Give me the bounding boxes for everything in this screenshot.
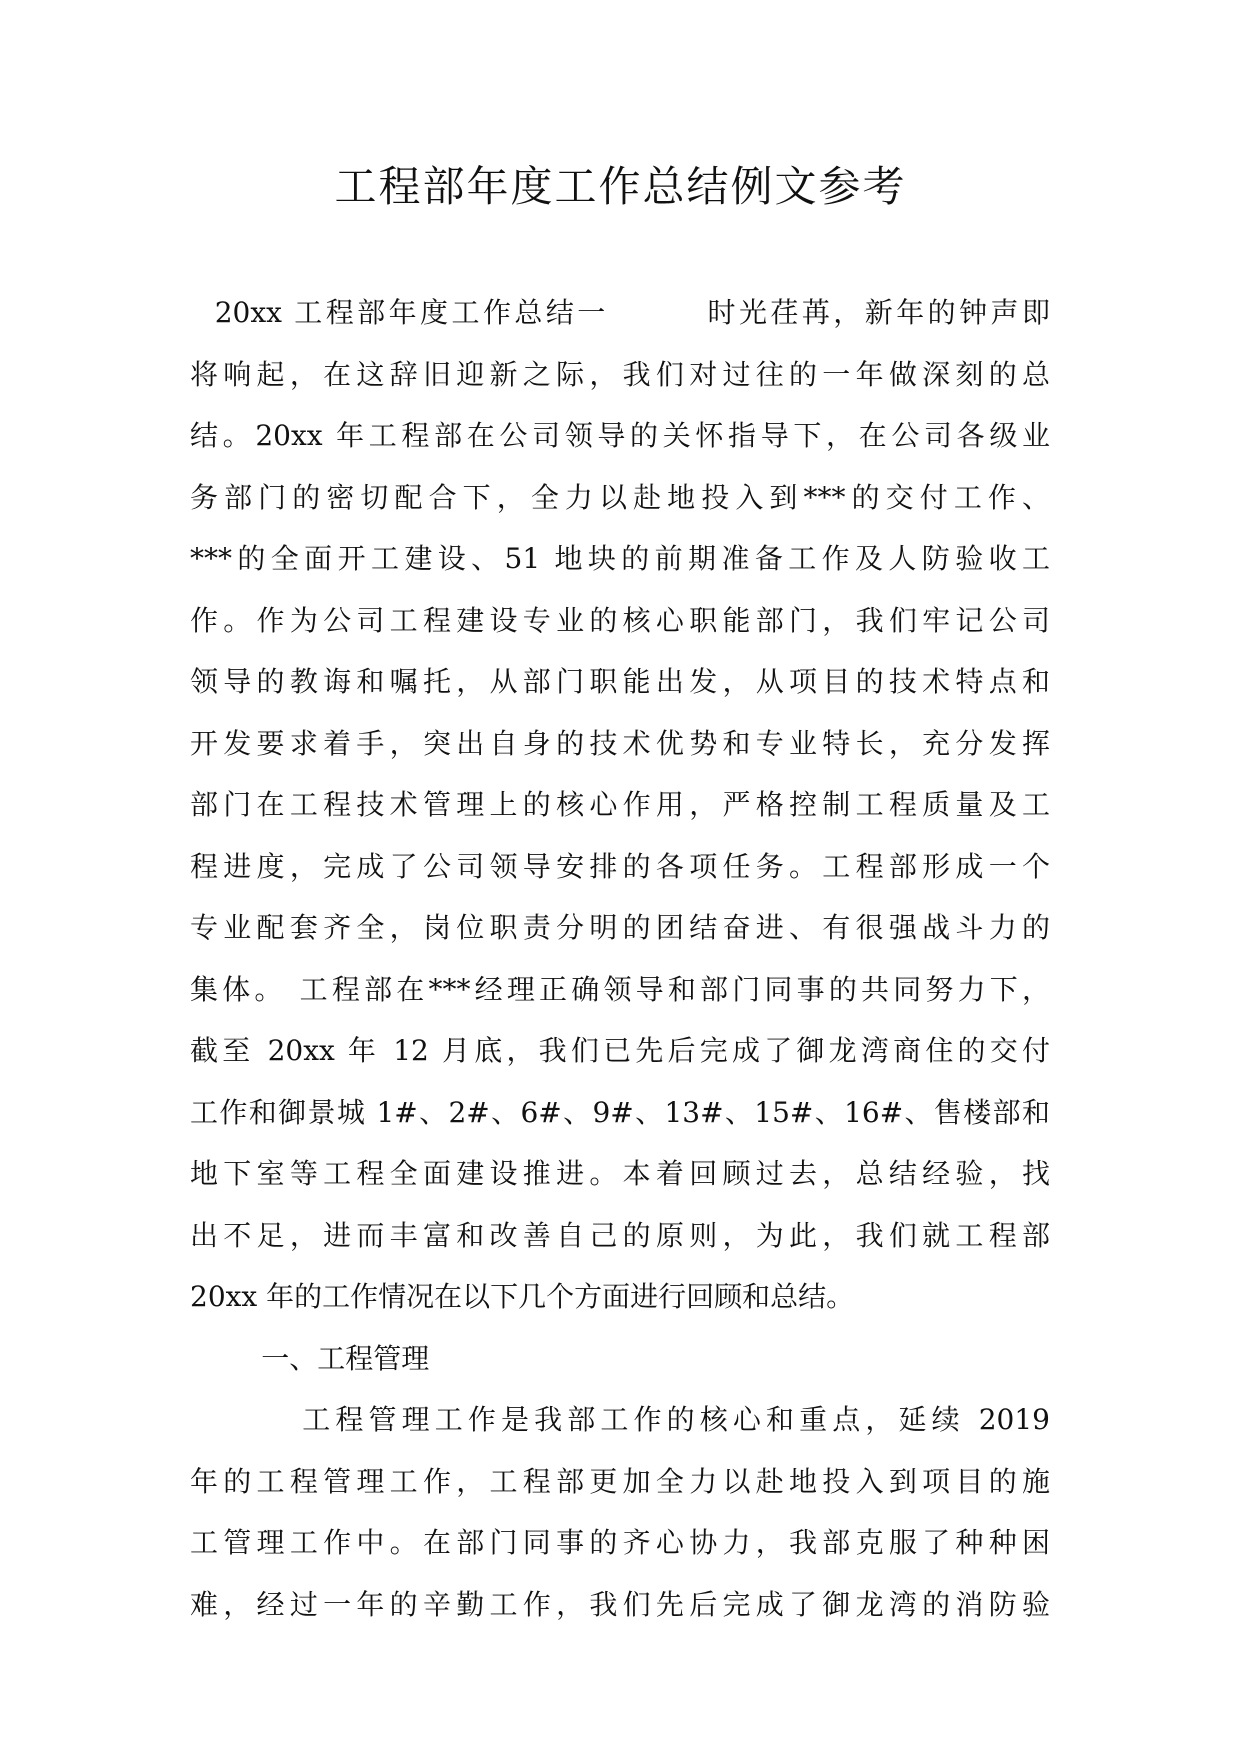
body-line: 出不足，进而丰富和改善自己的原则，为此，我们就工程部 (190, 1218, 1050, 1252)
section-heading: 一、工程管理 (190, 1341, 430, 1375)
body-line: 程进度，完成了公司领导安排的各项任务。工程部形成一个 (190, 849, 1050, 883)
document-title: 工程部年度工作总结例文参考 (334, 162, 907, 211)
body-line: 开发要求着手，突出自身的技术优势和专业特长，充分发挥 (190, 726, 1050, 760)
body-line: ***的全面开工建设、51 地块的前期准备工作及人防验收工 (190, 542, 1050, 575)
body-line: 20xx 年的工作情况在以下几个方面进行回顾和总结。 (190, 1280, 855, 1313)
body-line: 专业配套齐全，岗位职责分明的团结奋进、有很强战斗力的 (190, 911, 1050, 944)
body-line: 截至 20xx 年 12 月底，我们已先后完成了御龙湾商住的交付 (190, 1034, 1050, 1067)
document-body (190, 282, 1050, 1635)
body-line: 年的工程管理工作，工程部更加全力以赴地投入到项目的施 (190, 1464, 1050, 1498)
body-line: 难，经过一年的辛勤工作，我们先后完成了御龙湾的消防验 (190, 1587, 1050, 1621)
body-line: 集体。 工程部在***经理正确领导和部门同事的共同努力下， (190, 972, 1050, 1006)
body-line: 20xx 工程部年度工作总结一 时光荏苒，新年的钟声即 (190, 296, 1050, 329)
body-line: 地下室等工程全面建设推进。本着回顾过去，总结经验，找 (190, 1157, 1050, 1190)
body-line: 工作和御景城 1#、2#、6#、9#、13#、15#、16#、售楼部和 (190, 1095, 1050, 1129)
body-line: 工管理工作中。在部门同事的齐心协力，我部克服了种种困 (190, 1526, 1050, 1559)
body-line: 务部门的密切配合下，全力以赴地投入到***的交付工作、 (190, 480, 1050, 514)
body-line: 结。20xx 年工程部在公司领导的关怀指导下，在公司各级业 (190, 419, 1050, 452)
body-line: 部门在工程技术管理上的核心作用，严格控制工程质量及工 (190, 788, 1050, 821)
body-line: 将响起，在这辞旧迎新之际，我们对过往的一年做深刻的总 (190, 357, 1050, 391)
body-line: 工程管理工作是我部工作的核心和重点，延续 2019 (190, 1403, 1050, 1436)
body-line: 领导的教诲和嘱托，从部门职能出发，从项目的技术特点和 (190, 665, 1050, 698)
body-line: 作。作为公司工程建设专业的核心职能部门，我们牢记公司 (190, 603, 1050, 637)
